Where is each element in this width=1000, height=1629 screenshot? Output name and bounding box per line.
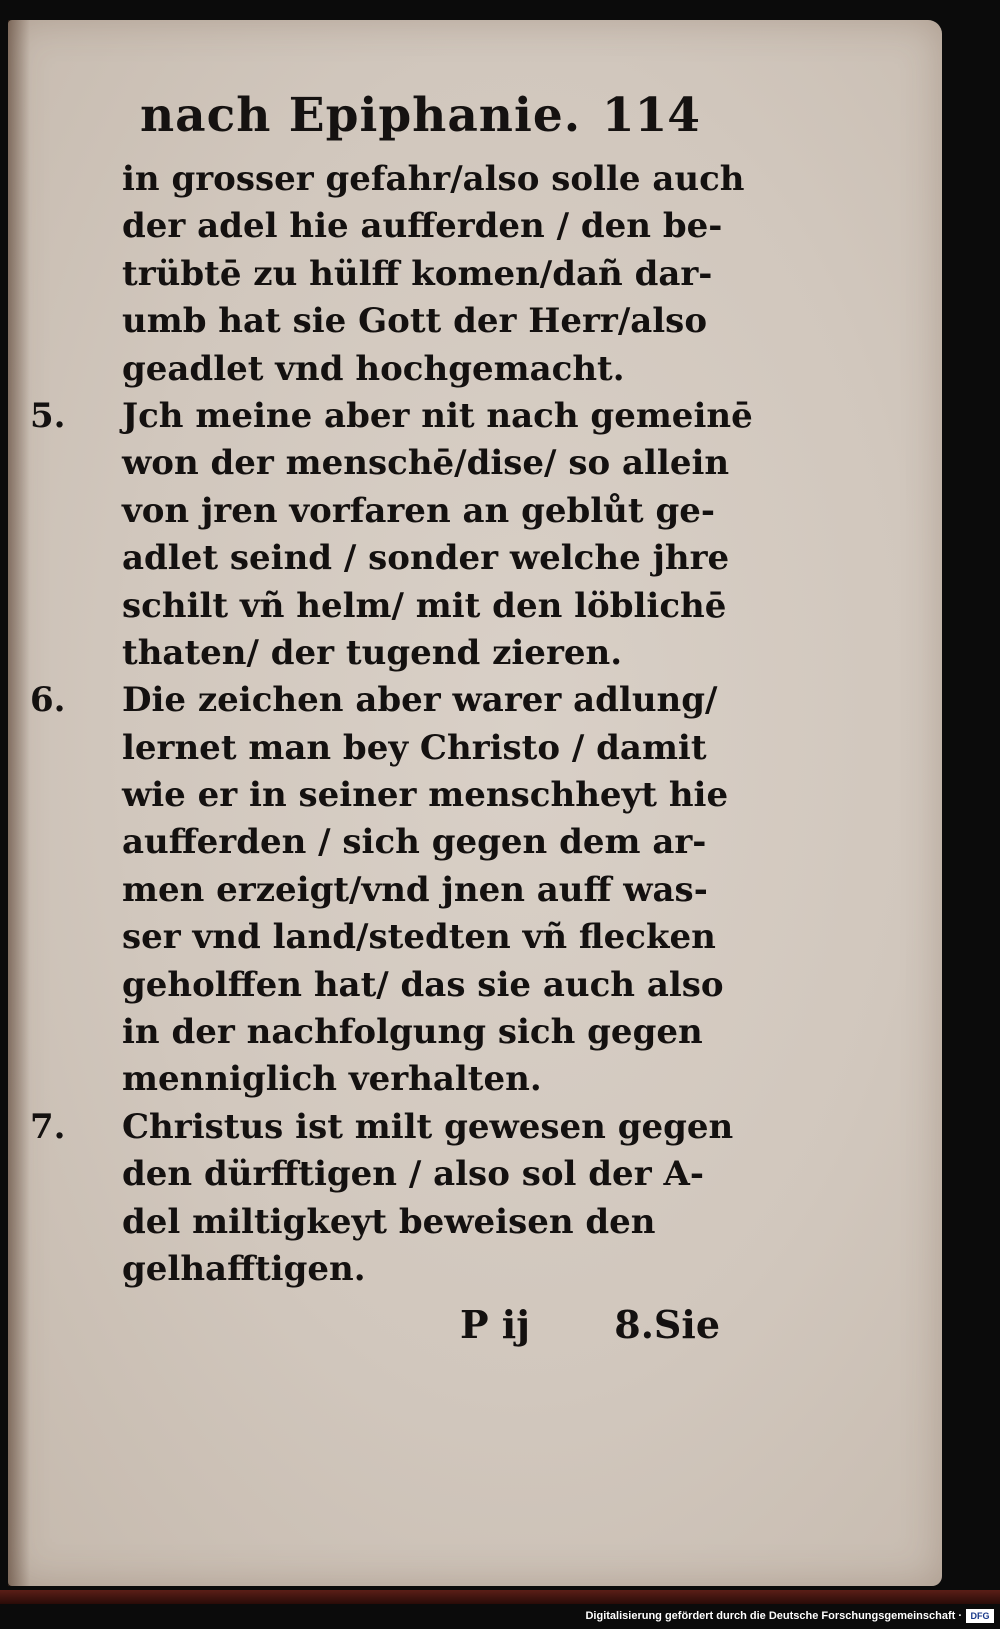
text-line: menniglich verhalten. [122,1059,542,1100]
text-line: schilt vñ helm/ mit den löblichē [122,585,727,626]
running-title: nach Epiphanie. [140,88,582,143]
page-header [140,88,700,158]
paragraph-number: 6. [30,680,66,721]
text-line: ser vnd land/stedten vñ flecken [122,917,716,958]
text-line: gelhafftigen. [122,1248,366,1289]
text-line: trübtē zu hülff komen/dañ dar- [122,253,713,294]
body-text [30,156,753,1293]
text-line: geholffen hat/ das sie auch also [122,964,724,1005]
catchword: 8.Sie [614,1302,720,1347]
text-line: aufferden / sich gegen dem ar- [122,822,707,863]
dfg-logo-icon: DFG [966,1609,994,1623]
paragraph [30,156,745,393]
text-line: umb hat sie Gott der Herr/also [122,301,708,342]
text-line: adlet seind / sonder welche jhre [122,538,730,579]
page-spine-shadow [8,20,30,1586]
folio-number: 114 [601,88,700,143]
text-line: wie er in seiner menschheyt hie [122,775,729,816]
paragraph [30,1104,734,1294]
text-line [30,677,730,724]
text-line: thaten/ der tugend zieren. [122,632,623,673]
text-line: lernet man bey Christo / damit [122,727,707,768]
text-line-content: Die zeichen aber warer adlung/ [122,680,718,721]
text-line [30,1104,734,1151]
paragraph [30,393,753,677]
text-line: den dürfftigen / also sol der A- [122,1154,704,1195]
paragraph [30,677,730,1104]
text-line: in grosser gefahr/also solle auch [122,159,745,199]
text-line [30,393,753,440]
page-edge-band [0,1590,1000,1604]
text-line: von jren vorfaren an geblůt ge- [122,490,715,531]
text-line-content: Jch meine aber nit nach gemeinē [122,395,753,436]
text-line: men erzeigt/vnd jnen auff was- [122,869,708,910]
paragraph-number: 5. [30,395,66,436]
funding-note: Digitalisierung gefördert durch die Deutsche Forschungsgemeinschaft · [585,1610,962,1622]
text-line: won der menschē/dise/ so allein [122,443,730,484]
paragraph-number: 7. [30,1106,66,1147]
text-line-content: Christus ist milt gewesen gegen [122,1106,734,1147]
text-line: der adel hie aufferden / den be- [122,206,723,247]
signature-mark: P ij [460,1302,530,1347]
text-line: geadlet vnd hochgemacht. [122,348,625,389]
page-footer [460,1302,720,1352]
text-line: in der nachfolgung sich gegen [122,1012,703,1053]
text-line: del miltigkeyt beweisen den [122,1201,656,1242]
